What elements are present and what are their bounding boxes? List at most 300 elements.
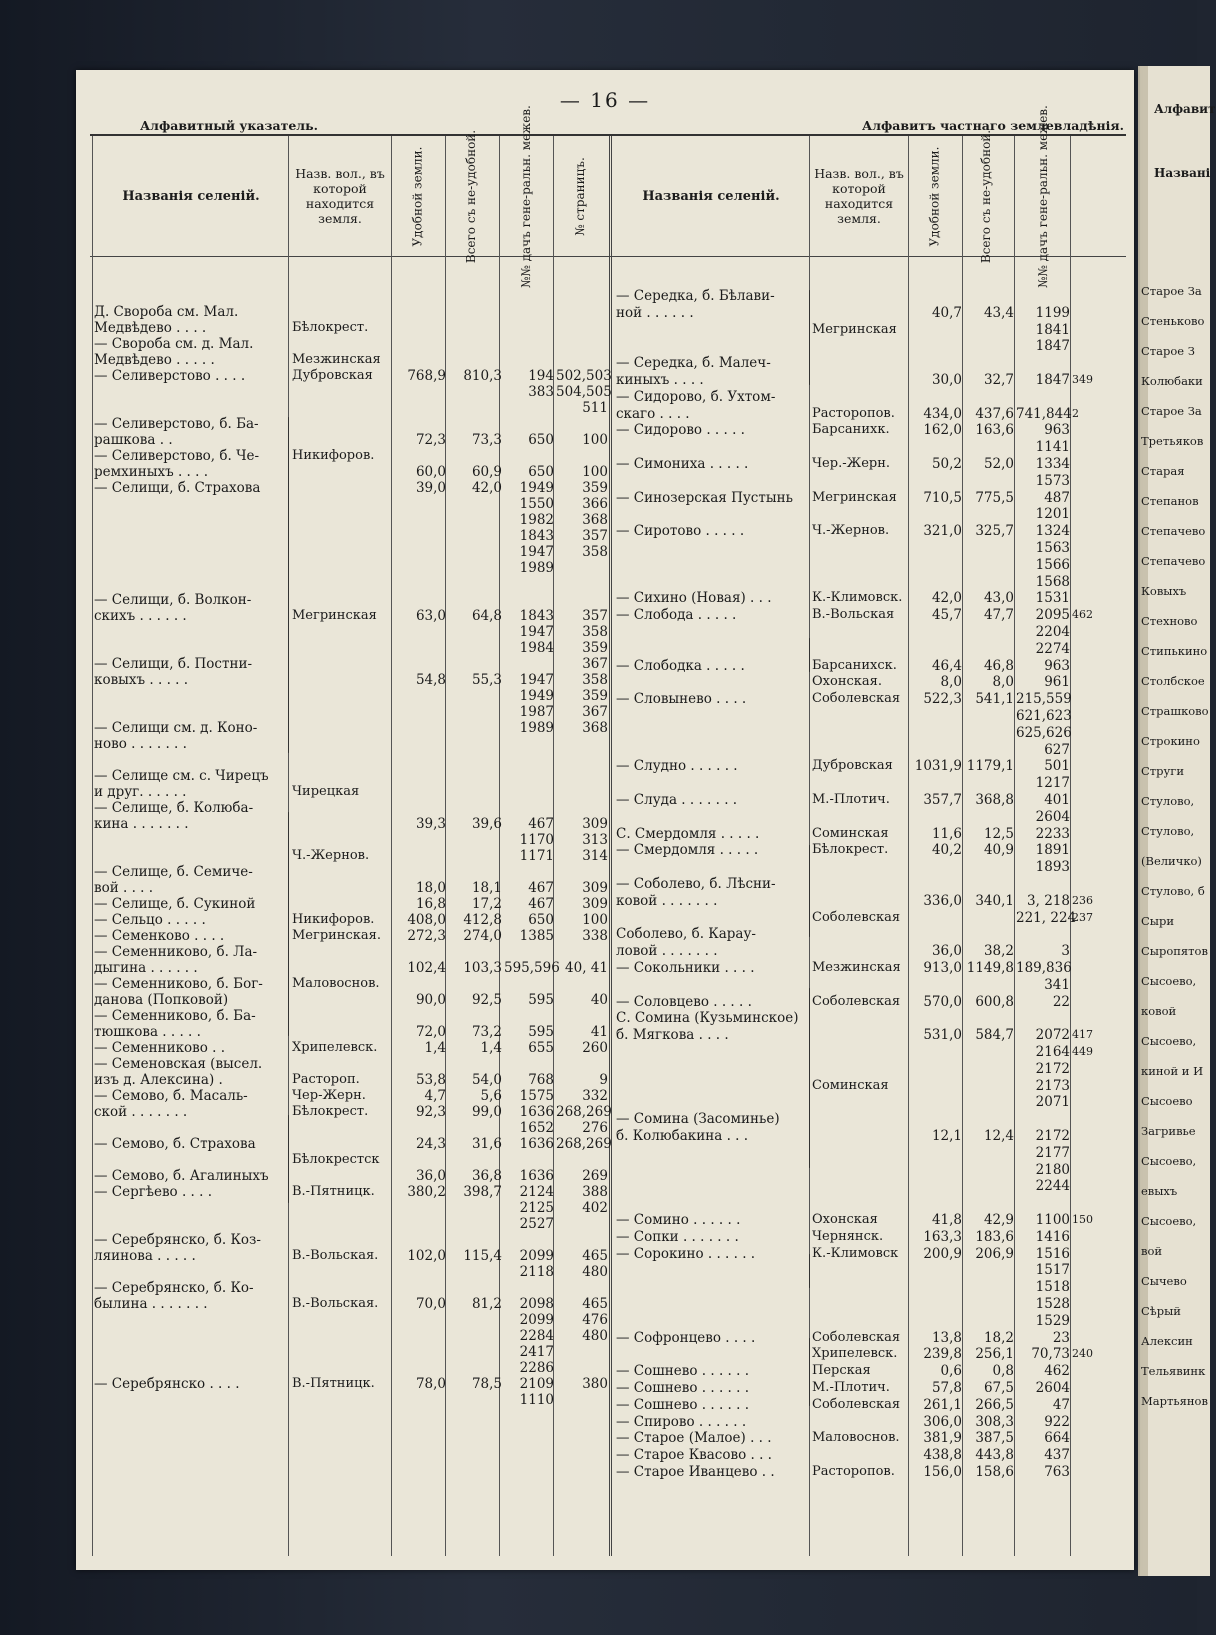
table-cell-c: 1947 bbox=[519, 544, 554, 560]
table-cell-vol: В.-Вольская. bbox=[292, 1296, 379, 1311]
table-cell-name: — Сергѣево . . . . bbox=[94, 1184, 213, 1200]
table-cell-c: 1568 bbox=[1035, 573, 1070, 590]
table-cell-vol: Барсанихк. bbox=[812, 422, 890, 438]
table-cell-vol: В.-Пятницк. bbox=[292, 1184, 375, 1199]
table-cell-d: 502,503 bbox=[556, 368, 612, 384]
table-cell-b: 17,2 bbox=[471, 896, 502, 912]
table-cell-name: С. Сомина (Кузьминское) bbox=[616, 1010, 799, 1027]
table-cell-c: 1636 bbox=[519, 1136, 554, 1152]
table-cell-name: — Селищи, б. Постни- bbox=[94, 656, 253, 672]
table-cell-c: 650 bbox=[528, 432, 554, 448]
table-cell-c: 2286 bbox=[519, 1360, 554, 1376]
table-cell-b: 1149,8 bbox=[966, 960, 1014, 976]
running-header-right: Алфавитъ частнаго землевладѣнія. bbox=[862, 118, 1124, 133]
table-cell-a: 768,9 bbox=[407, 368, 446, 384]
table-cell-d: 2 bbox=[1072, 406, 1079, 420]
table-cell-c: 1516 bbox=[1035, 1245, 1070, 1262]
table-cell-d: 150 bbox=[1072, 1213, 1093, 1226]
table-cell-b: 47,7 bbox=[983, 607, 1014, 624]
table-cell-a: 18,0 bbox=[415, 880, 446, 896]
table-cell-c: 2604 bbox=[1035, 1380, 1070, 1396]
table-cell-a: 45,7 bbox=[931, 607, 962, 624]
col-header-dachi-right bbox=[1018, 104, 1068, 288]
table-cell-name: — Сиротово . . . . . bbox=[616, 523, 745, 540]
table-cell-b: 12,4 bbox=[983, 1128, 1014, 1144]
table-cell-vol: Никифоров. bbox=[292, 912, 375, 927]
table-cell-name: — Сомина (Засоминье) bbox=[616, 1111, 780, 1128]
table-cell-c: 595 bbox=[528, 992, 554, 1008]
table-cell-b: 64,8 bbox=[471, 608, 502, 624]
table-cell-c: 1947 bbox=[519, 624, 554, 640]
table-cell-d: 511 bbox=[582, 400, 608, 416]
table-cell-b: 256,1 bbox=[975, 1346, 1014, 1363]
next-page-line: (Величко) bbox=[1141, 854, 1202, 868]
table-cell-d: 40, 41 bbox=[565, 960, 608, 976]
next-page-line: Сысоево, bbox=[1141, 1214, 1197, 1228]
table-cell-a: 36,0 bbox=[415, 1168, 446, 1184]
table-cell-c: 3, 218 bbox=[1027, 892, 1070, 909]
table-cell-a: 710,5 bbox=[923, 489, 962, 506]
table-cell-b: 36,8 bbox=[471, 1168, 502, 1184]
brace bbox=[809, 638, 810, 672]
brace bbox=[809, 988, 810, 1168]
table-cell-b: 81,2 bbox=[471, 1296, 502, 1312]
table-cell-a: 50,2 bbox=[931, 456, 962, 472]
table-cell-a: 57,8 bbox=[931, 1380, 962, 1396]
next-page-line: Степанов bbox=[1141, 494, 1199, 508]
table-cell-d: 402 bbox=[582, 1200, 608, 1216]
table-cell-vol: Хрипелевск. bbox=[292, 1040, 378, 1055]
table-cell-c: 1847 bbox=[1035, 372, 1070, 388]
table-cell-a: 16,8 bbox=[415, 896, 446, 912]
table-cell-d: 260 bbox=[582, 1040, 608, 1056]
table-cell-c: 487 bbox=[1044, 489, 1070, 506]
table-cell-a: 434,0 bbox=[923, 405, 962, 422]
table-cell-c: 501 bbox=[1044, 758, 1070, 775]
table-cell-name: — Селище, б. Семиче- bbox=[94, 864, 253, 880]
table-cell-c: 2071 bbox=[1035, 1094, 1070, 1111]
table-cell-c: 1984 bbox=[519, 640, 554, 656]
table-cell-c: 1566 bbox=[1035, 556, 1070, 573]
table-cell-b: 274,0 bbox=[463, 928, 502, 944]
table-cell-c: 655 bbox=[528, 1040, 554, 1056]
table-cell-d: 9 bbox=[599, 1072, 608, 1088]
table-cell-a: 42,0 bbox=[931, 590, 962, 607]
table-cell-c: 1550 bbox=[519, 496, 554, 512]
table-cell-a: 39,0 bbox=[415, 480, 446, 496]
table-cell-d: 388 bbox=[582, 1184, 608, 1200]
table-cell-a: 261,1 bbox=[923, 1396, 962, 1413]
table-cell-c: 2098 bbox=[519, 1296, 554, 1312]
table-cell-vol: Расторопов. bbox=[812, 405, 895, 421]
table-cell-c: 741,844 bbox=[1016, 405, 1072, 422]
column-rule bbox=[92, 136, 93, 1556]
next-page-line: Стеньково bbox=[1141, 314, 1205, 328]
table-cell-d: 338 bbox=[582, 928, 608, 944]
table-cell-c: 650 bbox=[528, 464, 554, 480]
next-page-line: евыхъ bbox=[1141, 1184, 1178, 1198]
table-cell-name: б. Колюбакина . . . bbox=[616, 1128, 749, 1144]
column-rule bbox=[445, 136, 446, 1556]
brace bbox=[288, 483, 289, 753]
table-cell-d: 358 bbox=[582, 624, 608, 640]
table-cell-name: — Серебрянско, б. Ко- bbox=[94, 1280, 254, 1296]
table-cell-name: — Сокольники . . . . bbox=[616, 960, 755, 976]
table-cell-a: 40,2 bbox=[931, 842, 962, 859]
table-cell-name: Соболево, б. Карау- bbox=[616, 926, 756, 943]
col-header-volost-right: Назв. вол., въ которой находится земля. bbox=[814, 166, 904, 226]
table-cell-d: 313 bbox=[582, 832, 608, 848]
table-cell-c: 1199 bbox=[1035, 304, 1070, 321]
table-cell-c: 595,596 bbox=[504, 960, 560, 976]
table-cell-a: 72,0 bbox=[415, 1024, 446, 1040]
next-page-line: Старое За bbox=[1141, 284, 1202, 298]
table-cell-name: — Сомино . . . . . . bbox=[616, 1212, 741, 1228]
col-header-vsego bbox=[447, 129, 497, 263]
table-cell-b: 52,0 bbox=[983, 456, 1014, 472]
table-cell-c: 1528 bbox=[1035, 1296, 1070, 1312]
table-cell-c: 2099 bbox=[519, 1312, 554, 1328]
table-cell-a: 11,6 bbox=[931, 825, 962, 842]
table-cell-name: — Селищи см. д. Коно- bbox=[94, 720, 258, 736]
table-cell-vol: Растороп. bbox=[292, 1072, 360, 1087]
table-cell-b: 163,6 bbox=[975, 422, 1014, 439]
table-cell-name: — Старое Квасово . . . bbox=[616, 1447, 772, 1464]
table-cell-a: 357,7 bbox=[923, 792, 962, 808]
table-cell-b: 99,0 bbox=[471, 1104, 502, 1120]
table-cell-c: 1201 bbox=[1035, 506, 1070, 523]
table-cell-a: 408,0 bbox=[407, 912, 446, 928]
table-cell-vol: Мегринская bbox=[812, 489, 897, 505]
table-cell-c: 595 bbox=[528, 1024, 554, 1040]
table-cell-a: 36,0 bbox=[931, 943, 962, 960]
table-cell-name: ремхиныхъ . . . . bbox=[94, 464, 209, 480]
next-page-line: Степачево bbox=[1141, 554, 1206, 568]
table-cell-c: 763 bbox=[1044, 1464, 1070, 1480]
table-cell-c: 1847 bbox=[1035, 338, 1070, 355]
table-cell-vol: К.-Климовск bbox=[812, 1245, 899, 1261]
next-page-line: Третьяков bbox=[1141, 434, 1204, 448]
table-cell-name: вой . . . . bbox=[94, 880, 154, 896]
table-cell-a: 41,8 bbox=[931, 1212, 962, 1228]
table-cell-name: — Своробa см. д. Мал. bbox=[94, 336, 254, 352]
table-cell-name: — Сихино (Новая) . . . bbox=[616, 590, 772, 607]
table-cell-c: 1841 bbox=[1035, 321, 1070, 338]
table-cell-name: — Семово, б. Страхова bbox=[94, 1136, 256, 1152]
table-cell-name: — Серебрянско . . . . bbox=[94, 1376, 240, 1392]
table-cell-a: 78,0 bbox=[415, 1376, 446, 1392]
table-cell-a: 39,3 bbox=[415, 816, 446, 832]
next-page-line: Стехново bbox=[1141, 614, 1198, 628]
center-double-rule bbox=[609, 136, 612, 1556]
table-cell-d: 367 bbox=[582, 704, 608, 720]
table-cell-d: 268,269 bbox=[556, 1104, 612, 1120]
next-page-line: Струги bbox=[1141, 764, 1184, 778]
next-page-line: Сыри bbox=[1141, 914, 1174, 928]
next-page-line: Сычево bbox=[1141, 1274, 1187, 1288]
brace bbox=[809, 1338, 810, 1406]
col-header-vsego-text: Всего съ не-удобной. bbox=[464, 129, 479, 263]
table-cell-name: — Соловцево . . . . . bbox=[616, 993, 752, 1010]
table-cell-c: 70,73 bbox=[1031, 1346, 1070, 1363]
table-cell-name: — Сидорово, б. Ухтом- bbox=[616, 388, 776, 405]
table-cell-b: 40,9 bbox=[983, 842, 1014, 859]
table-cell-name: ляинова . . . . . bbox=[94, 1248, 196, 1264]
table-cell-a: 272,3 bbox=[407, 928, 446, 944]
table-cell-vol: В.-Пятницк. bbox=[292, 1376, 375, 1391]
table-cell-vol: Маловоснов. bbox=[292, 976, 380, 991]
table-cell-c: 437 bbox=[1044, 1447, 1070, 1464]
table-cell-vol: Мезжинская bbox=[292, 352, 381, 367]
table-cell-c: 401 bbox=[1044, 792, 1070, 808]
table-cell-c: 189,836 bbox=[1016, 960, 1072, 976]
brace bbox=[288, 417, 289, 487]
table-cell-name: ловой . . . . . . . bbox=[616, 943, 718, 960]
table-cell-d: 349 bbox=[1072, 373, 1093, 386]
table-cell-a: 63,0 bbox=[415, 608, 446, 624]
running-header-left: Алфавитный указатель. bbox=[140, 118, 318, 133]
table-cell-name: — Селище, б. Колюба- bbox=[94, 800, 254, 816]
col-header-name-right: Названія селеній. bbox=[642, 188, 780, 204]
table-cell-c: 1989 bbox=[519, 720, 554, 736]
table-cell-name: — Сидорово . . . . . bbox=[616, 422, 745, 439]
table-cell-name: Медвѣдево . . . . . bbox=[94, 352, 215, 368]
table-cell-a: 53,8 bbox=[415, 1072, 446, 1088]
next-page-line: Старое З bbox=[1141, 344, 1195, 358]
table-cell-c: 467 bbox=[528, 816, 554, 832]
next-page-column-header: Названі bbox=[1154, 166, 1211, 180]
table-cell-c: 922 bbox=[1044, 1413, 1070, 1430]
table-cell-b: 42,9 bbox=[983, 1212, 1014, 1228]
table-cell-b: 43,4 bbox=[983, 304, 1014, 321]
table-cell-b: 12,5 bbox=[983, 825, 1014, 842]
table-cell-d: 358 bbox=[582, 672, 608, 688]
table-cell-c: 1324 bbox=[1035, 523, 1070, 540]
table-cell-c: 1652 bbox=[519, 1120, 554, 1136]
table-cell-b: 1,4 bbox=[480, 1040, 502, 1056]
table-cell-c: 1100 bbox=[1035, 1212, 1070, 1228]
table-cell-vol: Маловоснов. bbox=[812, 1430, 900, 1446]
table-cell-c: 768 bbox=[528, 1072, 554, 1088]
column-rule bbox=[962, 136, 963, 1556]
table-cell-a: 570,0 bbox=[923, 993, 962, 1010]
table-cell-c: 2527 bbox=[519, 1216, 554, 1232]
table-cell-d: 359 bbox=[582, 688, 608, 704]
table-cell-vol: Мезжинская bbox=[812, 960, 901, 975]
next-page-line: Алексин bbox=[1141, 1334, 1193, 1348]
next-page-line: Сысоево, bbox=[1141, 1154, 1197, 1168]
table-cell-a: 40,7 bbox=[931, 304, 962, 321]
table-cell-b: 42,0 bbox=[471, 480, 502, 496]
table-cell-a: 321,0 bbox=[923, 523, 962, 540]
table-cell-vol: Ч.-Жернов. bbox=[812, 523, 890, 539]
next-page-line: Загривье bbox=[1141, 1124, 1196, 1138]
table-cell-c: 2109 bbox=[519, 1376, 554, 1392]
table-cell-c: 961 bbox=[1044, 674, 1070, 691]
next-page-line: Ковыхъ bbox=[1141, 584, 1187, 598]
col-header-udobnoy bbox=[393, 140, 443, 252]
table-cell-b: 1179,1 bbox=[966, 758, 1014, 775]
table-cell-b: 18,2 bbox=[983, 1329, 1014, 1346]
table-cell-c: 627 bbox=[1044, 741, 1070, 758]
table-cell-a: 92,3 bbox=[415, 1104, 446, 1120]
col-header-volost: Назв. вол., въ которой находится земля. bbox=[295, 166, 385, 226]
table-cell-c: 1110 bbox=[519, 1392, 554, 1408]
column-rule bbox=[499, 136, 500, 1556]
table-cell-name: — Старое (Малое) . . . bbox=[616, 1430, 772, 1447]
next-page-line: Мартьянов bbox=[1141, 1394, 1208, 1408]
table-cell-c: 23 bbox=[1052, 1329, 1070, 1346]
column-rule bbox=[391, 136, 392, 1556]
table-cell-name: Медвѣдево . . . . bbox=[94, 320, 207, 336]
brace bbox=[288, 1115, 289, 1203]
table-cell-vol: Соболевская bbox=[812, 1396, 901, 1412]
next-page-line: Колюбаки bbox=[1141, 374, 1203, 388]
table-cell-name: изъ д. Алексина) . bbox=[94, 1072, 223, 1088]
table-cell-b: 18,1 bbox=[471, 880, 502, 896]
table-cell-vol: К.-Климовск. bbox=[812, 590, 903, 606]
table-cell-name: — Софронцево . . . . bbox=[616, 1329, 756, 1346]
table-cell-b: 5,6 bbox=[480, 1088, 502, 1104]
table-cell-c: 467 bbox=[528, 896, 554, 912]
table-cell-name: — Селиверстово . . . . bbox=[94, 368, 246, 384]
table-cell-c: 467 bbox=[528, 880, 554, 896]
table-cell-name: — Семово, б. Агалиныхъ bbox=[94, 1168, 269, 1184]
table-cell-d: 41 bbox=[590, 1024, 608, 1040]
table-cell-b: 31,6 bbox=[471, 1136, 502, 1152]
table-cell-d: 268,269 bbox=[556, 1136, 612, 1152]
table-cell-b: 103,3 bbox=[463, 960, 502, 976]
table-cell-name: — Середка, б. Бѣлави- bbox=[616, 288, 775, 304]
table-cell-name: — Сельцо . . . . . bbox=[94, 912, 206, 928]
table-cell-vol: Хрипелевск. bbox=[812, 1346, 898, 1362]
table-cell-b: 541,1 bbox=[975, 691, 1014, 708]
table-cell-c: 383 bbox=[528, 384, 554, 400]
brace bbox=[288, 918, 289, 1036]
table-cell-vol: Соболевская bbox=[812, 909, 901, 925]
table-cell-c: 2125 bbox=[519, 1200, 554, 1216]
table-cell-b: 584,7 bbox=[975, 1027, 1014, 1044]
table-cell-name: — Середка, б. Малеч- bbox=[616, 355, 771, 372]
table-cell-c: 1949 bbox=[519, 480, 554, 496]
table-cell-a: 1,4 bbox=[424, 1040, 446, 1056]
table-cell-name: — Семенниково, б. Бог- bbox=[94, 976, 263, 992]
table-cell-b: 266,5 bbox=[975, 1396, 1014, 1413]
table-cell-name: рашкова . . bbox=[94, 432, 173, 448]
table-cell-c: 1416 bbox=[1035, 1228, 1070, 1245]
table-cell-c: 1171 bbox=[519, 848, 554, 864]
brace bbox=[809, 845, 810, 937]
table-cell-a: 336,0 bbox=[923, 892, 962, 909]
table-cell-c: 1636 bbox=[519, 1104, 554, 1120]
table-cell-d: 237 bbox=[1072, 910, 1093, 924]
table-cell-c: 2095 bbox=[1035, 607, 1070, 624]
next-page-line: Сысоево, bbox=[1141, 974, 1197, 988]
next-page-line: Стулово, б bbox=[1141, 884, 1205, 898]
table-cell-name: — Семенниково . . bbox=[94, 1040, 226, 1056]
table-cell-d: 359 bbox=[582, 480, 608, 496]
table-cell-name: — Семеновская (высел. bbox=[94, 1056, 263, 1072]
table-cell-a: 72,3 bbox=[415, 432, 446, 448]
next-page-line: Сѣрый bbox=[1141, 1304, 1181, 1318]
table-cell-c: 1385 bbox=[519, 928, 554, 944]
table-cell-vol: Никифоров. bbox=[292, 448, 375, 463]
table-cell-name: — Семово, б. Масаль- bbox=[94, 1088, 248, 1104]
table-cell-c: 1891 bbox=[1035, 842, 1070, 859]
table-cell-c: 2172 bbox=[1035, 1128, 1070, 1144]
table-cell-b: 398,7 bbox=[463, 1184, 502, 1200]
table-cell-name: — Слуда . . . . . . . bbox=[616, 792, 738, 808]
table-cell-b: 67,5 bbox=[983, 1380, 1014, 1396]
table-cell-name: — Селище см. с. Чирецъ bbox=[94, 768, 269, 784]
table-cell-vol: В.-Вольская bbox=[812, 607, 895, 623]
table-cell-a: 102,4 bbox=[407, 960, 446, 976]
table-cell-d: 240 bbox=[1072, 1347, 1093, 1361]
table-cell-d: 276 bbox=[582, 1120, 608, 1136]
table-cell-name: — Сопки . . . . . . . bbox=[616, 1228, 739, 1245]
table-cell-b: 443,8 bbox=[975, 1447, 1014, 1464]
table-cell-c: 2233 bbox=[1035, 825, 1070, 842]
table-cell-d: 358 bbox=[582, 544, 608, 560]
table-cell-c: 963 bbox=[1044, 657, 1070, 674]
table-cell-a: 438,8 bbox=[923, 1447, 962, 1464]
table-cell-vol: Охонская. bbox=[812, 674, 882, 690]
table-cell-name: — Сошнево . . . . . . bbox=[616, 1380, 750, 1396]
table-cell-c: 963 bbox=[1044, 422, 1070, 439]
table-cell-a: 90,0 bbox=[415, 992, 446, 1008]
table-cell-c: 1989 bbox=[519, 560, 554, 576]
table-cell-b: 183,6 bbox=[975, 1228, 1014, 1245]
table-cell-c: 2204 bbox=[1035, 624, 1070, 640]
column-header-rule bbox=[90, 256, 1126, 257]
table-cell-vol: Расторопов. bbox=[812, 1464, 895, 1479]
table-cell-name: скаго . . . . bbox=[616, 405, 690, 422]
table-cell-d: 465 bbox=[582, 1296, 608, 1312]
table-cell-c: 1141 bbox=[1035, 439, 1070, 456]
table-cell-vol: Охонская bbox=[812, 1212, 878, 1227]
table-cell-b: 387,5 bbox=[975, 1430, 1014, 1447]
table-cell-c: 2284 bbox=[519, 1328, 554, 1344]
table-cell-a: 162,0 bbox=[923, 422, 962, 439]
table-cell-vol: Бѣлокрест. bbox=[812, 842, 889, 858]
table-cell-name: кина . . . . . . . bbox=[94, 816, 189, 832]
table-cell-a: 1031,9 bbox=[914, 758, 962, 775]
table-cell-name: дыгина . . . . . . bbox=[94, 960, 198, 976]
table-cell-c: 2244 bbox=[1035, 1178, 1070, 1195]
table-cell-vol: Бѣлокрестск bbox=[292, 1152, 380, 1167]
col-header-stranits bbox=[555, 140, 605, 252]
table-cell-name: Д. Своробa см. Мал. bbox=[94, 304, 239, 320]
table-cell-c: 462 bbox=[1044, 1363, 1070, 1380]
table-cell-b: 308,3 bbox=[975, 1413, 1014, 1430]
table-cell-d: 359 bbox=[582, 640, 608, 656]
table-cell-b: 54,0 bbox=[471, 1072, 502, 1088]
table-cell-a: 380,2 bbox=[407, 1184, 446, 1200]
table-cell-b: 437,6 bbox=[975, 405, 1014, 422]
col-header-dachi-right-text: №№ дачъ гене-ральн. межев. bbox=[1035, 104, 1050, 288]
table-cell-c: 650 bbox=[528, 912, 554, 928]
next-page-line: Страшково bbox=[1141, 704, 1209, 718]
table-cell-d: 480 bbox=[582, 1264, 608, 1280]
table-cell-vol: Соминская bbox=[812, 825, 889, 841]
table-cell-vol: Перская bbox=[812, 1363, 871, 1379]
table-cell-c: 2118 bbox=[519, 1264, 554, 1280]
table-cell-d: 480 bbox=[582, 1328, 608, 1344]
table-cell-b: 206,9 bbox=[975, 1245, 1014, 1262]
table-cell-vol: Чер.-Жерн. bbox=[812, 456, 891, 471]
table-cell-name: ковыхъ . . . . . bbox=[94, 672, 189, 688]
table-cell-a: 24,3 bbox=[415, 1136, 446, 1152]
